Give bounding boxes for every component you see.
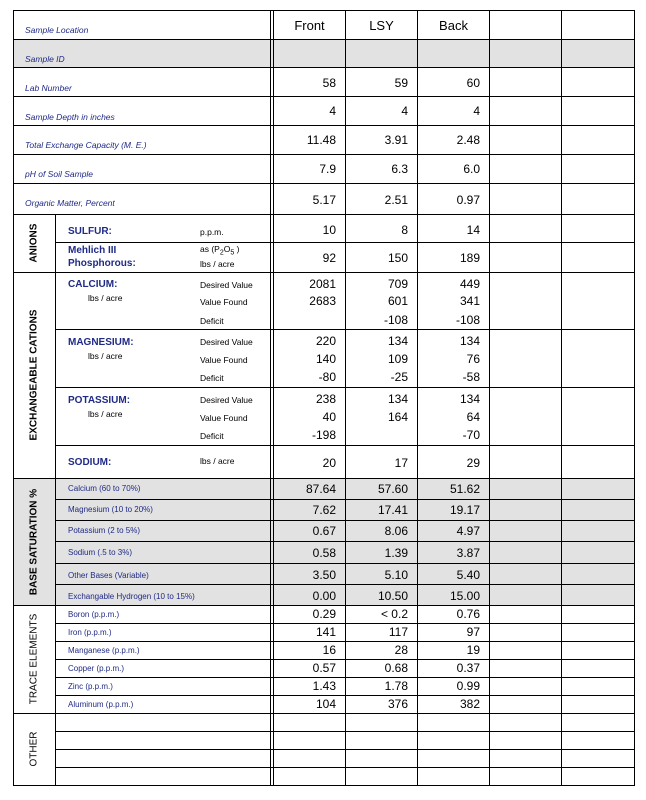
bs-calcium-lsy: 57.60 (377, 482, 408, 496)
magnesium-found-front: 140 (315, 352, 336, 366)
calcium-label: CALCIUM: (68, 279, 118, 290)
trace-boron-back: 0.76 (456, 607, 480, 621)
calcium-found-back: 341 (459, 294, 480, 308)
bs-potassium-front: 0.67 (312, 524, 336, 538)
potassium-desired-back: 134 (459, 392, 480, 406)
trace-zinc-back: 0.99 (456, 679, 480, 693)
trace-label-zinc: Zinc (p.p.m.) (68, 682, 113, 691)
trace-label-aluminum: Aluminum (p.p.m.) (68, 700, 134, 709)
bs-magnesium-back: 19.17 (449, 503, 480, 517)
potassium-found-back: 64 (466, 410, 480, 424)
row-label-sample-location: Sample Location (25, 25, 89, 35)
calcium-desired-front: 2081 (309, 277, 336, 291)
potassium-found-label: Value Found (200, 413, 248, 423)
row-label-total-exchange-capacity: Total Exchange Capacity (M. E.) (25, 140, 147, 150)
value-sodium-front: 20 (322, 456, 336, 470)
trace-zinc-front: 1.43 (312, 679, 336, 693)
bs-label-other-bases: Other Bases (Variable) (68, 571, 149, 580)
trace-boron-lsy: < 0.2 (380, 607, 408, 621)
value-sulfur-front: 10 (322, 223, 336, 237)
calcium-unit: lbs / acre (88, 293, 123, 303)
value-lab-number-front: 58 (322, 76, 336, 90)
column-header-lsy: LSY (369, 18, 394, 33)
magnesium-label: MAGNESIUM: (68, 337, 134, 348)
value-ph-front: 7.9 (319, 162, 336, 176)
trace-iron-lsy: 117 (388, 625, 408, 639)
trace-copper-front: 0.57 (312, 661, 336, 675)
section-label-trace-elements: TRACE ELEMENTS (28, 613, 40, 705)
formula-sub: 5 (230, 249, 235, 257)
bs-potassium-lsy: 8.06 (384, 524, 408, 538)
trace-label-iron: Iron (p.p.m.) (68, 628, 112, 637)
magnesium-deficit-back: -58 (462, 370, 480, 384)
value-tec-front: 11.48 (306, 133, 336, 147)
value-tec-back: 2.48 (456, 133, 480, 147)
trace-aluminum-front: 104 (315, 697, 336, 711)
potassium-deficit-label: Deficit (200, 431, 224, 441)
potassium-label: POTASSIUM: (68, 395, 131, 406)
trace-copper-lsy: 0.68 (384, 661, 408, 675)
value-organic-back: 0.97 (456, 193, 480, 207)
calcium-deficit-lsy: -108 (383, 313, 408, 327)
bs-magnesium-lsy: 17.41 (377, 503, 408, 517)
section-label-anions: ANIONS (28, 223, 40, 263)
calcium-desired-lsy: 709 (387, 277, 408, 291)
bs-other-back: 5.40 (456, 568, 480, 582)
phosphorous-label-line1: Mehlich III (68, 245, 117, 256)
bs-hydrogen-front: 0.00 (312, 589, 336, 603)
calcium-desired-label: Desired Value (200, 280, 253, 290)
row-label-organic-matter: Organic Matter, Percent (25, 198, 115, 208)
trace-copper-back: 0.37 (456, 661, 480, 675)
potassium-desired-lsy: 134 (387, 392, 408, 406)
bs-potassium-back: 4.97 (456, 524, 480, 538)
potassium-desired-front: 238 (315, 392, 336, 406)
magnesium-desired-label: Desired Value (200, 337, 253, 347)
band-sample-id (13, 39, 635, 67)
magnesium-found-back: 76 (466, 352, 480, 366)
section-label-base-saturation: BASE SATURATION % (28, 488, 40, 596)
value-ph-lsy: 6.3 (391, 162, 408, 176)
bs-calcium-front: 87.64 (305, 482, 336, 496)
phosphorous-unit-formula (200, 245, 239, 257)
bs-other-front: 3.50 (312, 568, 336, 582)
magnesium-deficit-label: Deficit (200, 373, 224, 383)
magnesium-desired-front: 220 (315, 334, 336, 348)
row-label-ph: pH of Soil Sample (25, 169, 94, 179)
value-ph-back: 6.0 (463, 162, 480, 176)
value-lab-number-lsy: 59 (394, 76, 408, 90)
potassium-desired-label: Desired Value (200, 395, 253, 405)
value-organic-front: 5.17 (312, 193, 336, 207)
magnesium-deficit-lsy: -25 (390, 370, 408, 384)
trace-manganese-back: 19 (466, 643, 480, 657)
value-sodium-back: 29 (466, 456, 480, 470)
magnesium-found-label: Value Found (200, 355, 248, 365)
bs-hydrogen-lsy: 10.50 (377, 589, 408, 603)
trace-iron-front: 141 (315, 625, 336, 639)
column-header-front: Front (294, 18, 325, 33)
value-tec-lsy: 3.91 (384, 133, 408, 147)
sulfur-unit: p.p.m. (200, 227, 224, 237)
formula-part: as (P (200, 244, 220, 254)
value-phosphorous-back: 189 (459, 251, 480, 265)
bs-magnesium-front: 7.62 (312, 503, 336, 517)
potassium-found-lsy: 164 (387, 410, 408, 424)
phosphorous-label-line2: Phosphorous: (68, 258, 136, 269)
row-label-lab-number: Lab Number (25, 83, 72, 93)
trace-iron-back: 97 (466, 625, 480, 639)
magnesium-deficit-front: -80 (318, 370, 336, 384)
sodium-unit: lbs / acre (200, 456, 235, 466)
magnesium-found-lsy: 109 (387, 352, 408, 366)
formula-part: ) (234, 244, 240, 254)
formula-part: O (223, 244, 231, 254)
value-phosphorous-lsy: 150 (387, 251, 408, 265)
value-sodium-lsy: 17 (394, 456, 408, 470)
column-header-back: Back (439, 18, 468, 33)
trace-aluminum-lsy: 376 (387, 697, 408, 711)
bs-sodium-front: 0.58 (312, 546, 336, 560)
bs-hydrogen-back: 15.00 (449, 589, 480, 603)
bs-sodium-lsy: 1.39 (384, 546, 408, 560)
potassium-unit: lbs / acre (88, 409, 123, 419)
phosphorous-unit: lbs / acre (200, 259, 235, 269)
value-sulfur-back: 14 (466, 223, 480, 237)
value-organic-lsy: 2.51 (384, 193, 408, 207)
bs-other-lsy: 5.10 (384, 568, 408, 582)
calcium-found-front: 2683 (309, 294, 336, 308)
row-label-sample-id: Sample ID (25, 54, 65, 64)
trace-aluminum-back: 382 (459, 697, 480, 711)
trace-label-manganese: Manganese (p.p.m.) (68, 646, 140, 655)
section-label-exchangeable-cations: EXCHANGEABLE CATIONS (28, 309, 40, 441)
trace-label-copper: Copper (p.p.m.) (68, 664, 125, 673)
bs-sodium-back: 3.87 (456, 546, 480, 560)
calcium-found-label: Value Found (200, 297, 248, 307)
sulfur-label: SULFUR: (68, 226, 112, 237)
bs-label-hydrogen: Exchangable Hydrogen (10 to 15%) (68, 592, 195, 601)
trace-zinc-lsy: 1.78 (384, 679, 408, 693)
value-sulfur-lsy: 8 (401, 223, 408, 237)
section-label-other: OTHER (28, 731, 40, 767)
potassium-found-front: 40 (322, 410, 336, 424)
formula-sub: 2 (219, 249, 224, 257)
value-sample-depth-lsy: 4 (401, 104, 408, 118)
calcium-desired-back: 449 (459, 277, 480, 291)
trace-manganese-lsy: 28 (394, 643, 408, 657)
magnesium-unit: lbs / acre (88, 351, 123, 361)
value-phosphorous-front: 92 (322, 251, 336, 265)
trace-manganese-front: 16 (322, 643, 336, 657)
calcium-deficit-back: -108 (455, 313, 480, 327)
bs-label-magnesium: Magnesium (10 to 20%) (68, 505, 153, 514)
bs-calcium-back: 51.62 (449, 482, 480, 496)
bs-label-potassium: Potassium (2 to 5%) (68, 526, 141, 535)
bs-label-calcium: Calcium (60 to 70%) (68, 484, 141, 493)
value-sample-depth-front: 4 (329, 104, 336, 118)
potassium-deficit-front: -198 (311, 428, 336, 442)
trace-boron-front: 0.29 (312, 607, 336, 621)
potassium-deficit-back: -70 (462, 428, 480, 442)
sodium-label: SODIUM: (68, 457, 112, 468)
trace-label-boron: Boron (p.p.m.) (68, 610, 120, 619)
value-lab-number-back: 60 (466, 76, 480, 90)
bs-label-sodium: Sodium (.5 to 3%) (68, 548, 133, 557)
magnesium-desired-back: 134 (459, 334, 480, 348)
value-sample-depth-back: 4 (473, 104, 480, 118)
calcium-found-lsy: 601 (387, 294, 408, 308)
row-label-sample-depth: Sample Depth in inches (25, 112, 115, 122)
calcium-deficit-label: Deficit (200, 316, 224, 326)
magnesium-desired-lsy: 134 (387, 334, 408, 348)
